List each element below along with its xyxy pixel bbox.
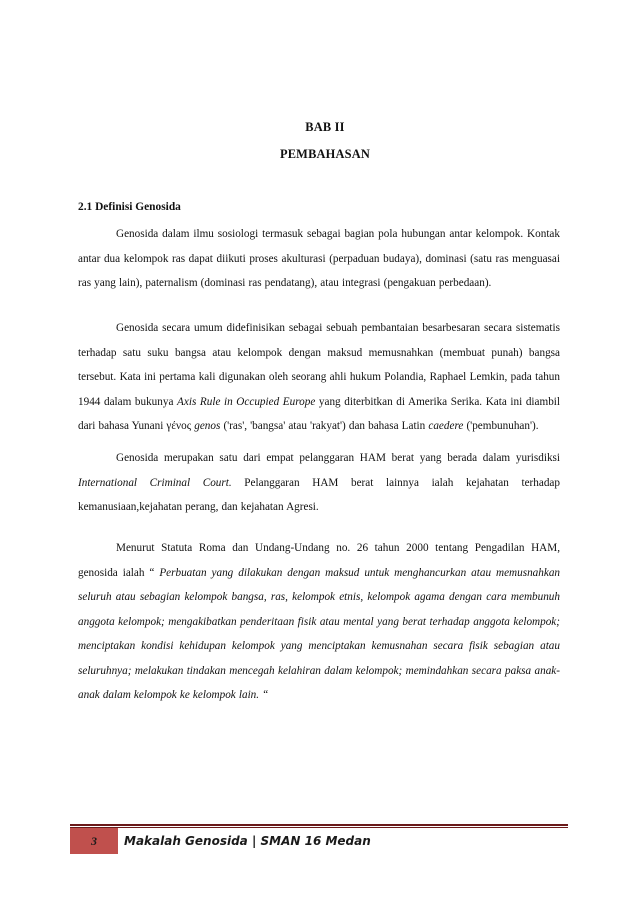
page-footer — [70, 824, 568, 854]
chapter-title: PEMBAHASAN — [279, 147, 371, 161]
page-number: 3 — [70, 828, 118, 854]
book-title: Axis Rule in Occupied Europe — [177, 395, 316, 408]
legal-definition-quote: Perbuatan yang dilakukan dengan maksud untuk menghancurkan atau memusnahkan seluruh atau sebagian kelompok bangsa, ras, kelompok etnis, kelompok agama dengan cara membunuh anggota kelompok; mengakibatkan penderitaan fisik atau mental yang berat terhadap anggota kelompok; menciptakan kondisi kehidupan kelompok yang menciptakan kemusnahan secara fisik sebagian atau seluruhnya; melakukan tindakan mencegah kelahiran dalam kelompok; memindahkan secara paksa anak-anak dalam kelompok ke kelompok lain. “ — [78, 566, 561, 701]
paragraph-3-text-1: Genosida merupakan satu dari empat pelanggaran HAM berat yang berada dalam yurisdiksi — [116, 452, 560, 464]
paragraph-2-text-2: yang diterbitkan di Amerika Serika. Kata ini diambil dari bahasa Yunani γένος — [78, 395, 561, 432]
paragraph-2 — [78, 316, 560, 439]
footer-title: Makalah Genosida | SMAN 16 Medan — [124, 834, 371, 848]
footer-rule-top — [70, 824, 568, 826]
term-caedere: caedere — [428, 420, 464, 432]
paragraph-2-text-1: Genosida secara umum didefinisikan sebagai sebuah pembantaian besarbesaran secara sistematis terhadap satu suku bangsa atau kelompok dengan maksud memusnahkan (membuat punah) bangsa tersebut. Kata ini pertama kali digunakan oleh seorang ahli hukum Polandia, Raphael Lemkin, pada tahun 1944 dalam bukunya — [78, 322, 560, 408]
paragraph-3 — [78, 446, 560, 520]
paragraph-4-text-1: Menurut Statuta Roma dan Undang-Undang no. 26 tahun 2000 tentang Pengadilan HAM, genosida ialah “ — [78, 542, 560, 579]
chapter-number: BAB II — [305, 120, 345, 134]
term-genos: genos — [194, 420, 221, 432]
section-title: 2.1 Definisi Genosida — [78, 201, 181, 213]
paragraph-2-text-4: ('pembunuhan'). — [463, 420, 539, 432]
paragraph-1: Genosida dalam ilmu sosiologi termasuk sebagai bagian pola hubungan antar kelompok. Kontak antar dua kelompok ras dapat diikuti proses akulturasi (perpaduan budaya), dominasi (satu ras menguasai ras yang lain), paternalism (dominasi ras pendatang), atau integrasi (pengakuan perbedaan). — [78, 228, 560, 289]
paragraph-3-text-2: Pelanggaran HAM berat lainnya ialah kejahatan terhadap kemanusiaan,kejahatan perang, dan kejahatan Agresi. — [78, 476, 560, 513]
paragraph-2-text-3: ('ras', 'bangsa' atau 'rakyat') dan bahasa Latin — [220, 420, 429, 432]
court-name: International Criminal Court. — [78, 476, 232, 489]
paragraph-4 — [78, 536, 560, 708]
